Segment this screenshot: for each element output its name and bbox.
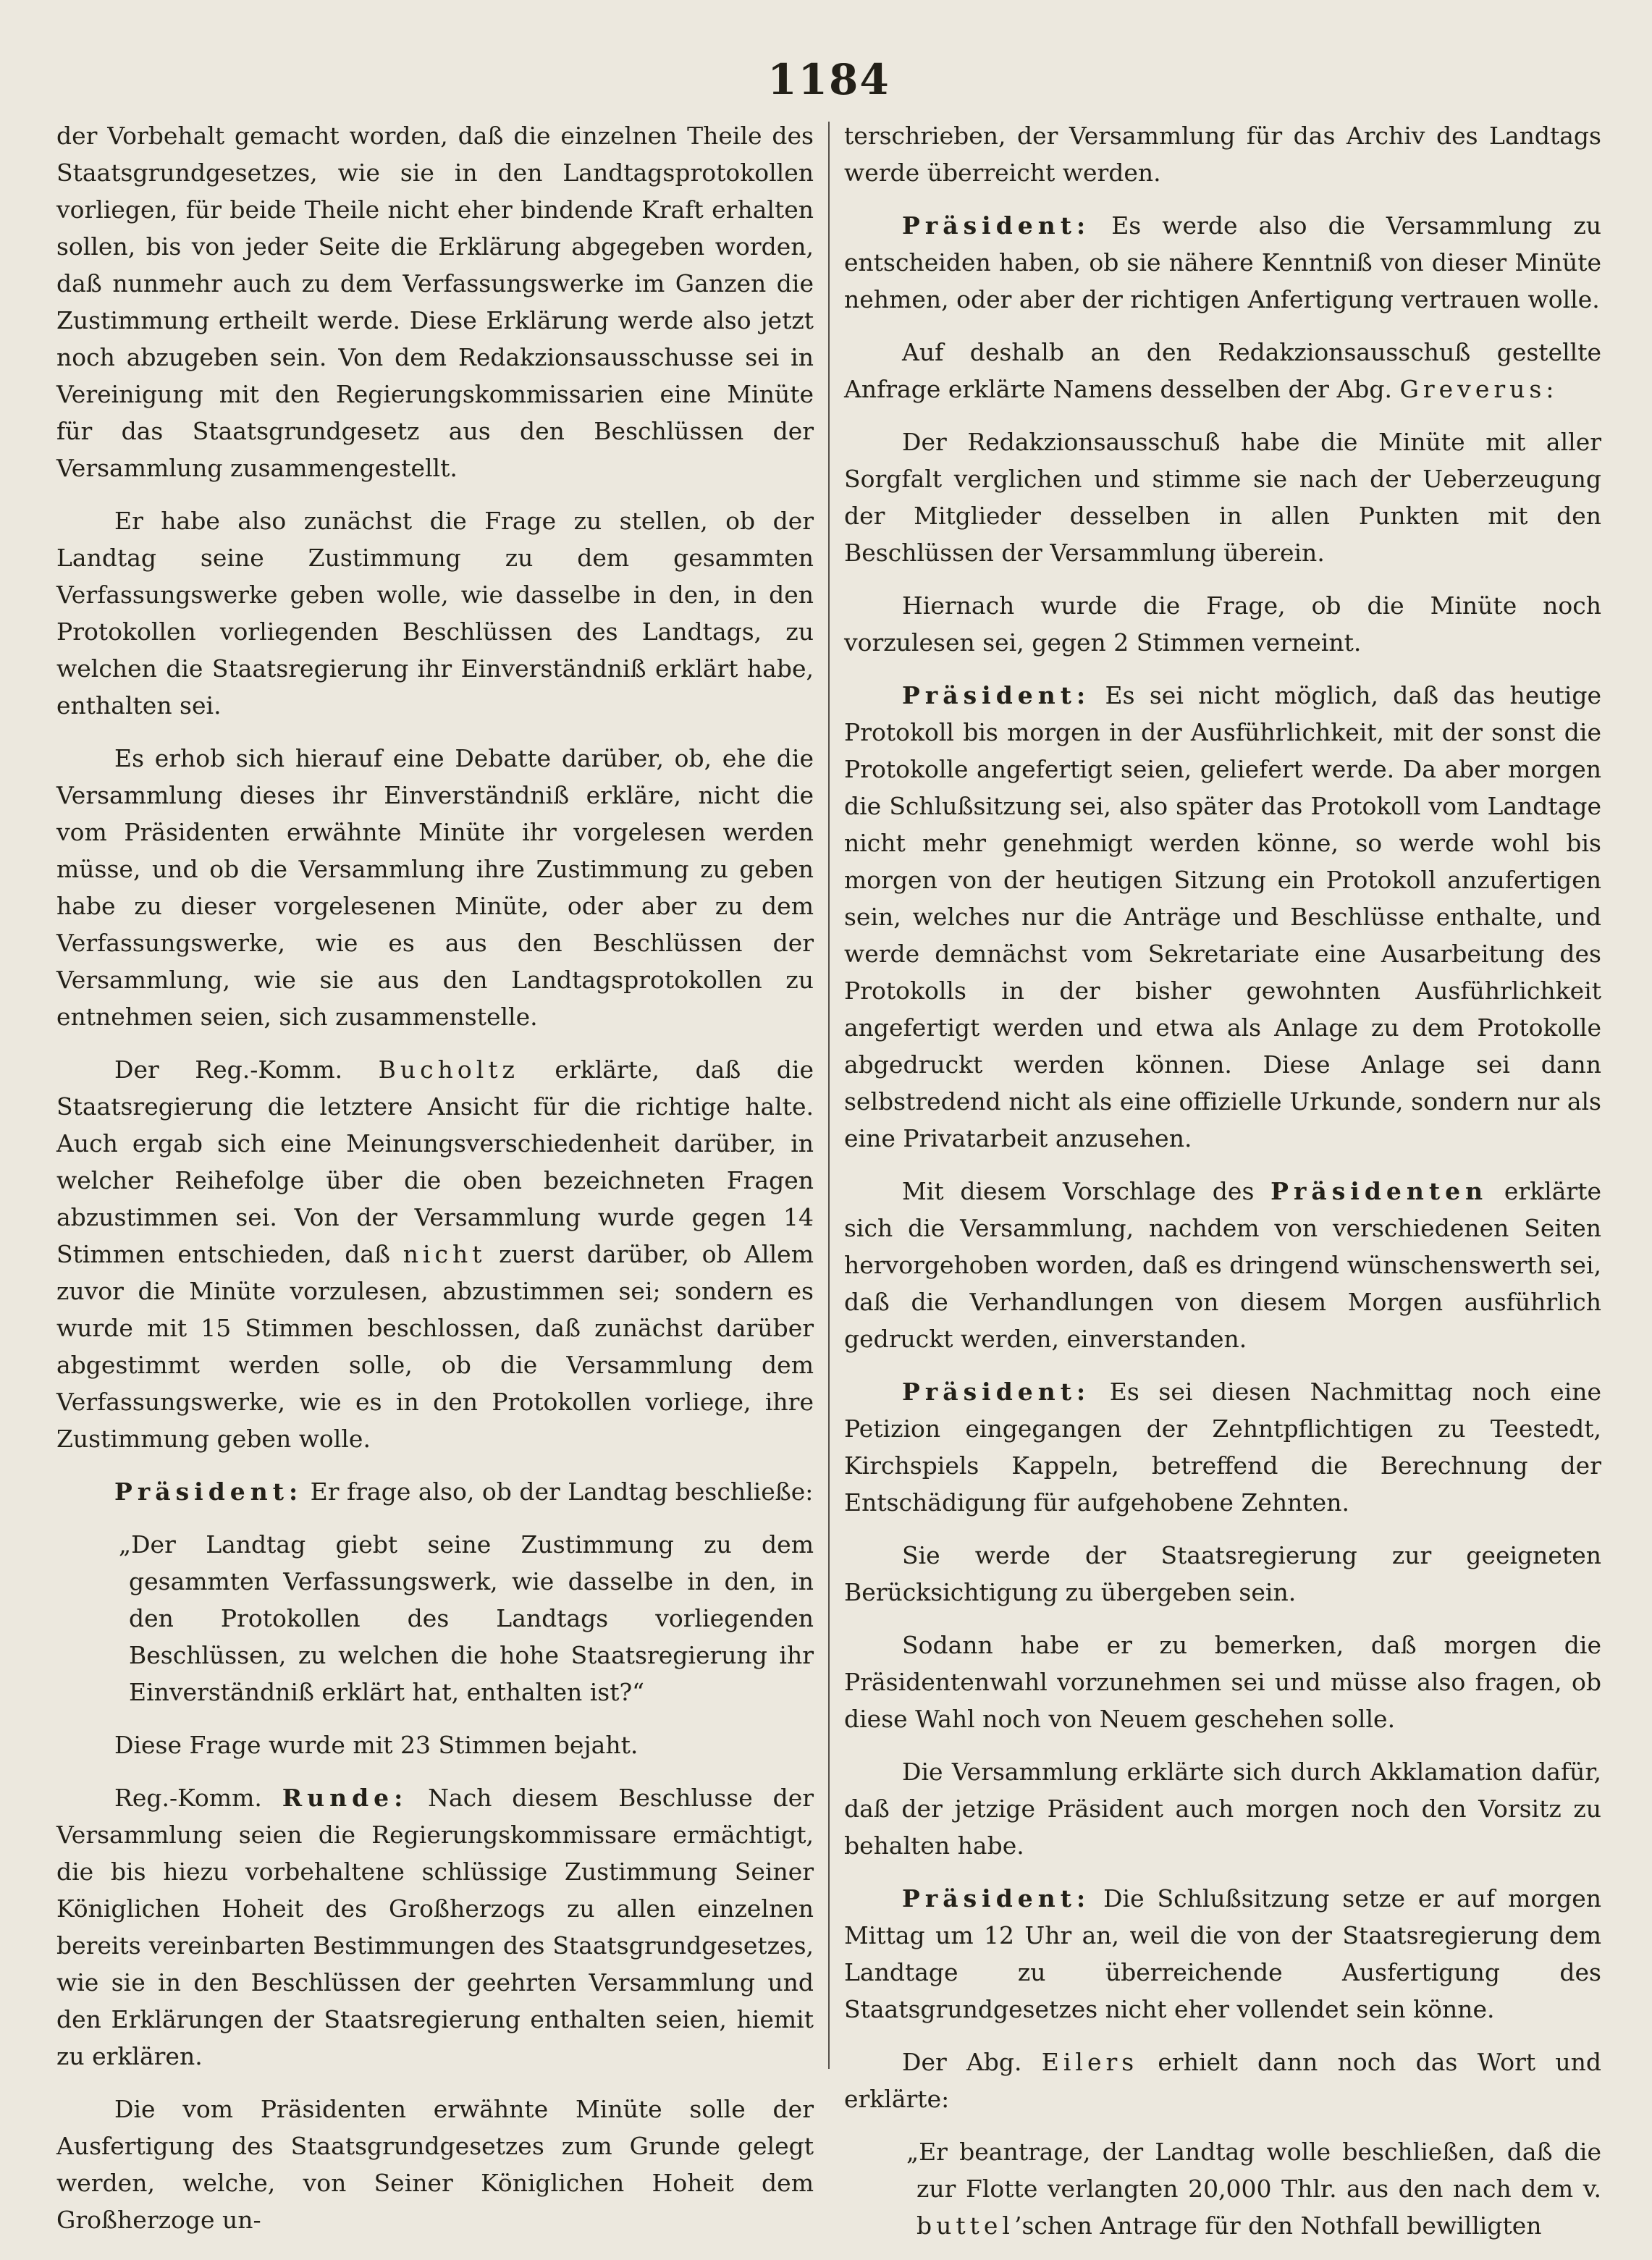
paragraph-text: zuerst darüber, ob Allem zuvor die Minüte vorzulesen, abzustimmen sei; sondern es wurde mit 15 Stimmen beschlossen, daß zunächst darüber abgestimmt werden solle, ob die Versammlung dem Verfassungswerke, wie es in den Protokollen vorliege, ihre Zustimmung geben wolle. [56,1240,814,1453]
paragraph-text: Es werde also die Versammlung zu entscheiden haben, ob sie nähere Kenntniß von dieser Minüte nehmen, oder aber der richtigen Anfertigung vertrauen wolle. [844,211,1601,313]
paragraph [844,207,1601,318]
paragraph-text: Reg.-Komm. [114,1784,282,1812]
column-divider [828,122,830,2069]
paragraph-text: Sie werde der Staatsregierung zur geeigneten Berücksichtigung zu übergeben sein. [844,1541,1601,1606]
paragraph-text: der Vorbehalt gemacht worden, daß die einzelnen Theile des Staatsgrundgesetzes, wie sie in den Landtagsprotokollen vorliegen, für beide Theile nicht eher bindende Kraft erhalten sollen, bis von jeder Seite die Erklärung abgegeben worden, daß nunmehr auch zu dem Verfassungswerke im Ganzen die Zustimmung ertheilt werde. Diese Erklärung werde also jetzt noch abzugeben sein. Von dem Redakzionsausschusse sei in Vereinigung mit den Regierungskommissarien eine Minüte für das Staatsgrundgesetz aus den Beschlüssen der Versammlung zusammengestellt. [56,122,814,482]
paragraph [844,1373,1601,1521]
paragraph-text: Es erhob sich hierauf eine Debatte darüber, ob, ehe die Versammlung dieses ihr Einverständniß erkläre, nicht die vom Präsidenten erwähnte Minüte ihr vorgelesen werden müsse, und ob die Versammlung ihre Zustimmung zu geben habe zu dieser vorgelesenen Minüte, oder aber zu dem Verfassungswerke, wie es aus den Beschlüssen der Versammlung, wie sie aus den Landtagsprotokollen zu entnehmen seien, sich zusammenstelle. [56,744,814,1031]
right-column [844,117,1601,2260]
paragraph [844,2044,1601,2117]
paragraph-text: Der Reg.-Komm. [114,1055,379,1084]
paragraph [844,1173,1601,1357]
speaker-name: Eilers [1041,2048,1139,2076]
paragraph-text: Es sei nicht möglich, daß das heutige Protokoll bis morgen in der Ausführlichkeit, mit der sonst die Protokolle angefertigt seien, geliefert werde. Da aber morgen die Schlußsitzung sei, also später das Protokoll vom Landtage nicht mehr genehmigt werden könne, so werde wohl bis morgen von der heutigen Sitzung ein Protokoll anzufertigen sein, welches nur die Anträge und Beschlüsse enthalte, und werde demnächst vom Sekretariate eine Ausarbeitung des Protokolls in der bisher gewohnten Ausführlichkeit angefertigt werden und etwa als Anlage zu dem Protokolle abgedruckt werden können. Diese Anlage sei dann selbstredend nicht als eine offizielle Urkunde, sondern nur als eine Privatarbeit anzusehen. [844,681,1601,1152]
speaker-name: Präsident: [114,1477,303,1506]
speaker-name: Präsidenten [1270,1177,1488,1205]
paragraph-text: Auf deshalb an den Redakzionsausschuß gestellte Anfrage erklärte Namens desselben der Abg. [844,338,1601,403]
speaker-name: nicht [403,1240,486,1268]
paragraph [844,1627,1601,1737]
paragraph-text: Die Versammlung erklärte sich durch Akklamation dafür, daß der jetzige Präsident auch morgen noch den Vorsitz zu behalten habe. [844,1758,1601,1860]
paragraph [844,1753,1601,1864]
paragraph [56,502,814,724]
paragraph [119,1526,814,1711]
paragraph [56,2091,814,2238]
speaker-name: Präsident: [902,1378,1091,1406]
paragraph-text: terschrieben, der Versammlung für das Archiv des Landtags werde überreicht werden. [844,122,1601,187]
speaker-name: Runde: [282,1784,408,1812]
paragraph-text: erklärte, daß die Staatsregierung die letztere Ansicht für die richtige halte. Auch ergab sich eine Meinungsverschiedenheit darüber, in welcher Reihefolge über die oben bezeichneten Fragen abzustimmen sei. Von der Versammlung wurde gegen 14 Stimmen entschieden, daß [56,1055,814,1268]
paragraph [56,1726,814,1763]
paragraph [844,1880,1601,2028]
paragraph [844,423,1601,571]
paragraph [844,334,1601,408]
paragraph-text: Hiernach wurde die Frage, ob die Minüte noch vorzulesen sei, gegen 2 Stimmen verneint. [844,591,1601,657]
paragraph-text: Diese Frage wurde mit 23 Stimmen bejaht. [114,1731,639,1759]
paragraph-text: Mit diesem Vorschlage des [902,1177,1271,1205]
left-column [56,117,814,2260]
paragraph-text: Die Schlußsitzung setze er auf morgen Mittag um 12 Uhr an, weil die von der Staatsregierung dem Landtage zu überreichende Ausfertigung des Staatsgrundgesetzes nicht eher vollendet sein könne. [844,1884,1601,2023]
paragraph-text: erklärte sich die Versammlung, nachdem von verschiedenen Seiten hervorgehoben worden, daß es dringend wünschenswerth sei, daß die Verhandlungen von diesem Morgen ausführlich gedruckt werden, einverstanden. [844,1177,1601,1353]
paragraph-text: Es sei diesen Nachmittag noch eine Petizion eingegangen der Zehntpflichtigen zu Teestedt, Kirchspiels Kappeln, betreffend die Berechnung der Entschädigung für aufgehobene Zehnten. [844,1378,1601,1517]
paragraph [844,587,1601,661]
paragraph [844,677,1601,1157]
page-number: 1184 [767,55,890,104]
paragraph-text: „Er beantrage, der Landtag wolle beschließen, daß die zur Flotte verlangten 20,000 Thlr. aus den nach dem v. [906,2138,1601,2203]
text-columns [56,117,1601,2260]
speaker-name: Greverus: [1399,375,1559,403]
paragraph-text: Der Abg. [902,2048,1042,2076]
paragraph [844,1537,1601,1611]
speaker-name: Präsident: [902,211,1091,240]
paragraph [56,117,814,486]
paragraph-text: „Der Landtag giebt seine Zustimmung zu dem gesammten Verfassungswerk, wie dasselbe in den, in den Protokollen des Landtags vorliegenden Beschlüssen, zu welchen die hohe Staatsregierung ihr Einverständniß erklärt hat, enthalten ist?“ [119,1530,814,1706]
speaker-name: buttel [916,2211,1014,2240]
paragraph-text: ’schen Antrage für den Nothfall bewilligten [1013,2211,1542,2240]
paragraph [906,2133,1601,2244]
paragraph-text: Nach diesem Beschlusse der Versammlung seien die Regierungskommissare ermächtigt, die bis hiezu vorbehaltene schlüssige Zustimmung Seiner Königlichen Hoheit des Großherzogs zu allen einzelnen bereits vereinbarten Bestimmungen des Staatsgrundgesetzes, wie sie in den Beschlüssen der geehrten Versammlung und den Erklärungen der Staatsregierung enthalten seien, hiemit zu erklären. [56,1784,814,2070]
speaker-name: Bucholtz [378,1055,519,1084]
paragraph-text: Er habe also zunächst die Frage zu stellen, ob der Landtag seine Zustimmung zu dem gesammten Verfassungswerke geben wolle, wie dasselbe in den, in den Protokollen vorliegenden Beschlüssen des Landtags, zu welchen die Staatsregierung ihr Einverständniß erklärt habe, enthalten sei. [56,507,814,720]
paragraph [56,1779,814,2075]
speaker-name: Präsident: [902,681,1091,709]
paragraph-text: erhielt dann noch das Wort und erklärte: [844,2048,1601,2113]
paragraph-text: Er frage also, ob der Landtag beschließe: [303,1477,814,1506]
paragraph-text: Die vom Präsidenten erwähnte Minüte solle der Ausfertigung des Staatsgrundgesetzes zum Grunde gelegt werden, welche, von Seiner Königlichen Hoheit dem Großherzoge un- [56,2095,814,2234]
paragraph [56,1051,814,1457]
paragraph [844,117,1601,191]
paragraph [56,1473,814,1510]
speaker-name: Präsident: [902,1884,1091,1913]
paragraph-text: Der Redakzionsausschuß habe die Minüte mit aller Sorgfalt verglichen und stimme sie nach der Ueberzeugung der Mitglieder desselben in allen Punkten mit den Beschlüssen der Versammlung überein. [844,428,1601,567]
paragraph-text: Sodann habe er zu bemerken, daß morgen die Präsidentenwahl vorzunehmen sei und müsse also fragen, ob diese Wahl noch von Neuem geschehen solle. [844,1631,1601,1733]
paragraph [56,740,814,1035]
